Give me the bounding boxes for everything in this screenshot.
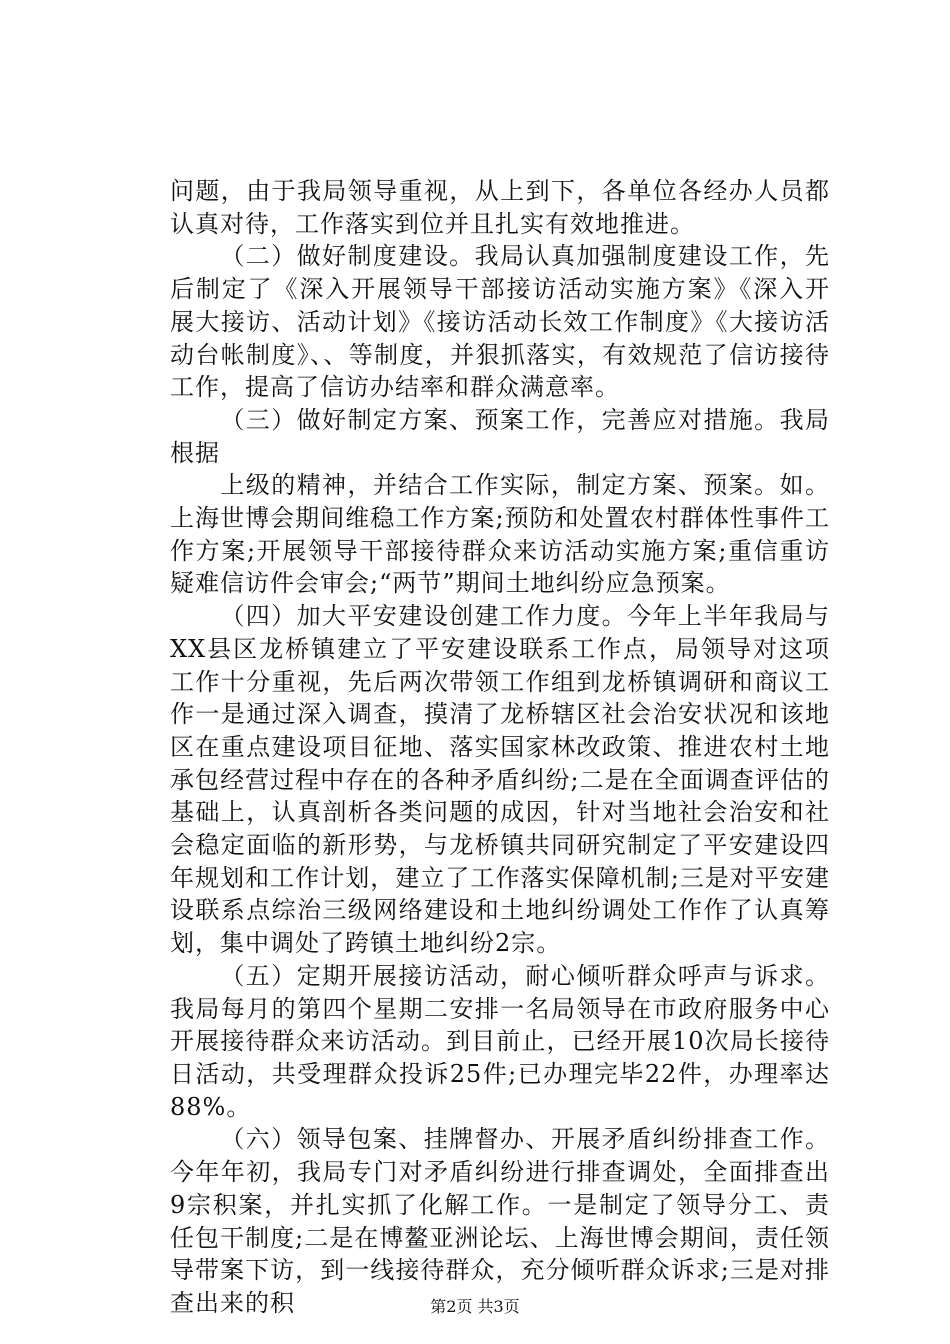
- page-number-footer: 第2页 共3页: [430, 1297, 520, 1316]
- paragraph-safety-construction: （四）加大平安建设创建工作力度。今年上半年我局与XX县区龙桥镇建立了平安建设联系工作点，局领导对这项工作十分重视，先后两次带领工作组到龙桥镇调研和商议工作一是通过深入调查，摸清了龙桥辖区社会治安状况和该地区在重点建设项目征地、落实国家林改政策、推进农村土地承包经营过程中存在的各种矛盾纠纷;二是在全面调查评估的基础上，认真剖析各类问题的成因，针对当地社会治安和社会稳定面临的新形势，与龙桥镇共同研究制定了平安建设四年规划和工作计划，建立了工作落实保障机制;三是对平安建设联系点综治三级网络建设和土地纠纷调处工作作了认真筹划，集中调处了跨镇土地纠纷2宗。: [170, 602, 830, 958]
- paragraph-plans-body: 上级的精神，并结合工作实际，制定方案、预案。如。上海世博会期间维稳工作方案;预防和处置农村群体性事件工作方案;开展领导干部接待群众来访活动实施方案;重信重访疑难信访件会审会;“两节”期间土地纠纷应急预案。: [170, 471, 830, 598]
- paragraph-continuation: 问题，由于我局领导重视，从上到下，各单位各经办人员都认真对待，工作落实到位并且扎实有效地推进。: [170, 177, 830, 238]
- document-body: [170, 175, 830, 1320]
- paragraph-case-handling: （六）领导包案、挂牌督办、开展矛盾纠纷排查工作。今年年初，我局专门对矛盾纠纷进行排查调处，全面排查出9宗积案，并扎实抓了化解工作。一是制定了领导分工、责任包干制度;二是在博鳌亚洲论坛、上海世博会期间，责任领导带案下访，到一线接待群众，充分倾听群众诉求;三是对排查出来的积: [170, 1125, 830, 1317]
- paragraph-reception-activities: （五）定期开展接访活动，耐心倾听群众呼声与诉求。我局每月的第四个星期二安排一名局领导在市政府服务中心开展接待群众来访活动。到目前止，已经开展10次局长接待日活动，共受理群众投诉25件;已办理完毕22件，办理率达88%。: [170, 961, 830, 1121]
- paragraph-system-building: （二）做好制度建设。我局认真加强制度建设工作，先后制定了《深入开展领导干部接访活动实施方案》《深入开展大接访、活动计划》《接访活动长效工作制度》《大接访活动台帐制度》、、等制度，并狠抓落实，有效规范了信访接待工作，提高了信访办结率和群众满意率。: [170, 242, 830, 402]
- paragraph-plans-heading: （三）做好制定方案、预案工作，完善应对措施。我局根据: [170, 405, 830, 467]
